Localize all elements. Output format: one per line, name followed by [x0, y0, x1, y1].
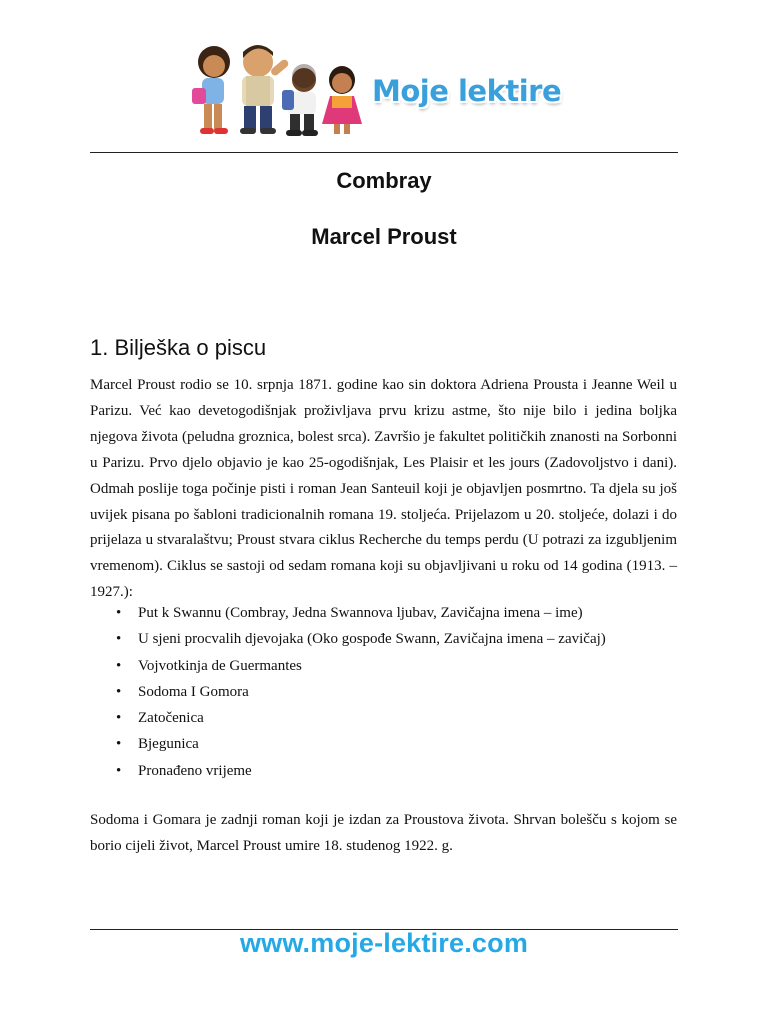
- author-bio-paragraph: Marcel Proust rodio se 10. srpnja 1871. godine kao sin doktora Adriena Prousta i Jeanne Weil u Parizu. Već kao devetogodišnjak proživljava prvu krizu astme, što nije bilo i jedina boljka njegova života (peludna groznica, bolest srca). Završio je fakultet političkih znanosti na Sorbonni u Parizu. Prvo djelo objavio je kao 25-ogodišnjak, Les Plaisir et les jours (Zadovoljstvo i dani). Odmah poslije toga počinje pisti i roman Jean Santeuil koji je objavljen posmrtno. Ta djela su još uvijek pisana po šabloni tradicionalnih romana 19. stoljeća. Prijelazom u 20. stoljeće, dolazi i do prijelaza u stvaralaštvu; Proust stvara ciklus Recherche du temps perdu (U potrazi za izgubljenim vremenom). Ciklus se sastoji od sedam romana koji su objavljivani u roku od 14 godina (1913. – 1927.):: [90, 377, 677, 601]
- section-heading: 1. Bilješka o piscu: [90, 335, 267, 360]
- list-item: • Sodoma I Gomora: [116, 679, 606, 705]
- list-item: • U sjeni procvalih djevojaka (Oko gospođe Swann, Zavičajna imena – zavičaj): [116, 626, 606, 652]
- list-item: • Zatočenica: [116, 705, 606, 731]
- closing-paragraph: Sodoma i Gomara je zadnji roman koji je izdan za Proustova života. Shrvan bolešču s kojom se borio cijeli život, Marcel Proust umire 18. studenog 1922. g.: [90, 812, 677, 854]
- list-item: • Put k Swannu (Combray, Jedna Swannova ljubav, Zavičajna imena – ime): [116, 600, 606, 626]
- header-divider: [90, 152, 678, 153]
- book-title: Combray: [336, 168, 432, 193]
- site-logo-text[interactable]: Moje lektire: [372, 74, 562, 108]
- footer-website-link[interactable]: www.moje-lektire.com: [239, 928, 529, 958]
- kid-boy-middle: [240, 45, 290, 134]
- list-item: • Vojvotkinja de Guermantes: [116, 653, 606, 679]
- kid-girl-left: [192, 46, 230, 134]
- list-item: • Bjegunica: [116, 731, 606, 757]
- kids-illustration: [180, 40, 370, 140]
- page-header: [0, 0, 768, 150]
- list-item: • Pronađeno vrijeme: [116, 758, 606, 784]
- kid-girl-right: [322, 66, 362, 134]
- kid-boy-backpack: [282, 64, 318, 136]
- book-author: Marcel Proust: [311, 224, 457, 249]
- works-list: [116, 600, 606, 784]
